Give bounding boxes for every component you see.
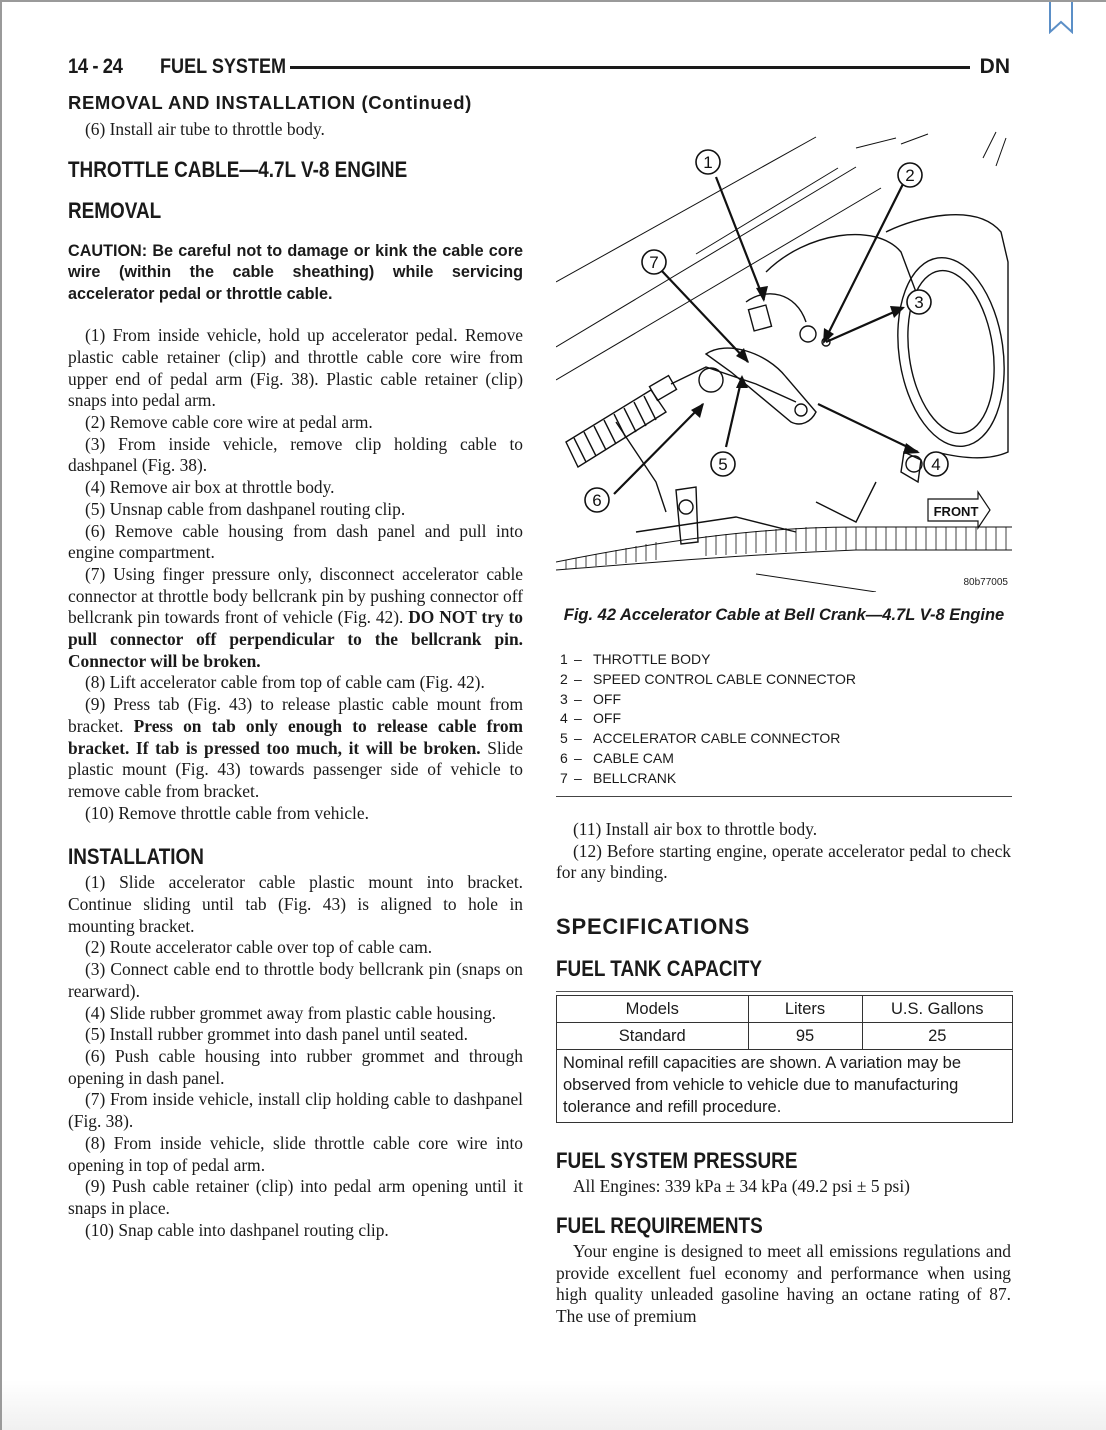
bookmark-icon[interactable]: [1048, 2, 1074, 34]
installation-step: (7) From inside vehicle, install clip holding cable to dashpanel (Fig. 38).: [68, 1089, 523, 1132]
installation-step: (6) Push cable housing into rubber grommet and through opening in dash panel.: [68, 1046, 523, 1088]
table-cell: Standard: [557, 1023, 749, 1050]
table-header-row: [557, 996, 1013, 1023]
installation-step: (5) Install rubber grommet into dash panel until seated.: [85, 1024, 468, 1045]
step-text: (7) Using finger pressure only, disconnect accelerator cable connector at throttle body bellcrank pin by pushing connector off bellcrank pin towards front of vehicle (Fig. 42).: [68, 563, 523, 628]
specifications-heading: SPECIFICATIONS: [556, 914, 751, 940]
removal-heading: REMOVAL: [68, 197, 162, 223]
viewer-left-border: [0, 0, 2, 1430]
legend-item: 1 – THROTTLE BODY: [560, 651, 711, 667]
fuel-requirements-text: Your engine is designed to meet all emissions regulations and provide excellent fuel economy and performance when using high quality unleaded gasoline having an octane rating of 87. The use of premium: [556, 1240, 1011, 1326]
callout-label: 2: [905, 166, 915, 185]
throttle-body-illustration: [556, 122, 1012, 592]
removal-step: (10) Remove throttle cable from vehicle.: [85, 802, 369, 823]
column-header: U.S. Gallons: [862, 996, 1012, 1023]
column-header: Liters: [748, 996, 862, 1023]
legend-item: 7 – BELLCRANK: [560, 769, 677, 786]
arrowheads: [691, 286, 920, 454]
figure-caption: Fig. 42 Accelerator Cable at Bell Crank—4.7L V-8 Engine: [563, 606, 1005, 624]
installation-step: (3) Connect cable end to throttle body bellcrank pin (snaps on rearward).: [68, 959, 523, 1001]
background-lines: [556, 132, 1006, 380]
front-label: FRONT: [933, 504, 979, 519]
throttle-cable-title: THROTTLE CABLE—4.7L V-8 ENGINE: [68, 156, 408, 182]
column-header: Models: [557, 996, 749, 1023]
left-column: [68, 90, 523, 1241]
model-code: DN: [979, 55, 1010, 78]
legend-item: 3 – OFF: [560, 690, 621, 707]
fuel-system-pressure-heading: FUEL SYSTEM PRESSURE: [556, 1148, 798, 1174]
installation-step: (10) Snap cable into dashpanel routing clip.: [85, 1219, 389, 1240]
installation-steps: [68, 872, 523, 1241]
installation-step: (4) Slide rubber grommet away from plastic cable housing.: [85, 1002, 496, 1023]
caution-note: CAUTION: Be careful not to damage or kink the cable core wire (within the cable sheathing) while servicing accelerator pedal or throttle cable.: [68, 241, 523, 303]
legend-item: 6 – CABLE CAM: [560, 749, 674, 766]
table-note: Nominal refill capacities are shown. A variation may be observed from vehicle to vehicle due to manufacturing tolerance and refill procedure.: [557, 1050, 1013, 1123]
removal-step: (1) From inside vehicle, hold up accelerator pedal. Remove plastic cable retainer (clip) and throttle cable core wire from upper end of pedal arm (Fig. 38). Plastic cable retainer (clip) snaps into pedal arm.: [68, 325, 523, 411]
fuel-requirements-heading: FUEL REQUIREMENTS: [556, 1212, 763, 1238]
callout-3: [907, 290, 931, 314]
installation-step: (2) Route accelerator cable over top of cable cam.: [85, 937, 433, 958]
previous-step: (6) Install air tube to throttle body.: [85, 119, 325, 139]
page-number: 14 - 24: [68, 55, 123, 78]
table-top-rule: [556, 991, 1013, 992]
installation-step: (1) Slide accelerator cable plastic mount into bracket. Continue sliding until tab (Fig. 43) is aligned to hole in mounting bracket.: [68, 872, 523, 936]
legend-item: 4 – OFF: [560, 710, 621, 727]
removal-step: (8) Lift accelerator cable from top of cable cam (Fig. 42).: [85, 672, 485, 693]
removal-step: [68, 564, 523, 673]
callout-label: 1: [703, 153, 713, 172]
legend-item: 2 – SPEED CONTROL CABLE CONNECTOR: [560, 670, 856, 687]
callout-7: [642, 250, 666, 274]
callout-label: 6: [592, 491, 602, 510]
step-text: Slide plastic mount (Fig. 43) towards passenger side of vehicle to remove cable from bracket.: [68, 737, 523, 801]
removal-steps: [68, 325, 523, 824]
legend-item: 5 – ACCELERATOR CABLE CONNECTOR: [560, 730, 841, 747]
continued-heading: REMOVAL AND INSTALLATION (Continued): [68, 92, 472, 113]
removal-step: (2) Remove cable core wire at pedal arm.: [85, 412, 373, 433]
front-direction-arrow: [928, 492, 990, 528]
removal-step: (5) Unsnap cable from dashpanel routing clip.: [85, 498, 406, 519]
viewer-top-border: [0, 0, 1106, 2]
callout-4: [924, 452, 948, 476]
installation-step: (11) Install air box to throttle body.: [573, 819, 818, 839]
removal-step: (6) Remove cable housing from dash panel and pull into engine compartment.: [68, 520, 523, 563]
header-rule: [290, 66, 970, 69]
table-row: [557, 1023, 1013, 1050]
wiring-harness: [556, 527, 1012, 592]
installation-step: (9) Push cable retainer (clip) into pedal arm opening until it snaps in place.: [68, 1176, 523, 1218]
callout-label: 4: [931, 455, 941, 474]
table-cell: 95: [748, 1023, 862, 1050]
callout-1: [696, 150, 720, 174]
fuel-pressure-spec: All Engines: 339 kPa ± 34 kPa (49.2 psi ± 5 psi): [573, 1176, 910, 1197]
callout-2: [898, 163, 922, 187]
legend-divider: [556, 796, 1012, 797]
installation-step: (12) Before starting engine, operate accelerator pedal to check for any binding.: [556, 840, 1011, 883]
figure-legend: [560, 650, 1012, 789]
step-warning: Press on tab only enough to release cable from bracket. If tab is pressed too much, it will be broken.: [68, 715, 523, 758]
callout-label: 3: [914, 293, 924, 312]
figure-id: 80b77005: [963, 577, 1008, 588]
fuel-tank-capacity-table: [556, 995, 1013, 1123]
installation-heading: INSTALLATION: [68, 844, 204, 870]
removal-step: (3) From inside vehicle, remove clip holding cable to dashpanel (Fig. 38).: [68, 433, 523, 476]
table-note-row: [557, 1050, 1013, 1123]
removal-step: (4) Remove air box at throttle body.: [85, 477, 335, 498]
section-title: FUEL SYSTEM: [160, 55, 287, 78]
step-text: (9) Press tab (Fig. 43) to release plastic cable mount from bracket.: [68, 694, 523, 736]
callout-label: 7: [649, 253, 659, 272]
removal-step: [68, 694, 523, 803]
callout-6: [585, 488, 609, 512]
cable-boot: [566, 367, 796, 467]
callout-label: 5: [718, 455, 728, 474]
fuel-tank-capacity-heading: FUEL TANK CAPACITY: [556, 956, 763, 982]
throttle-body-housing: [616, 215, 1012, 544]
right-column: [556, 819, 1011, 1328]
step-warning: DO NOT try to pull connector off perpendicular to the bellcrank pin. Connector will be broken.: [68, 607, 523, 671]
installation-step: (8) From inside vehicle, slide throttle cable core wire into opening in top of pedal arm.: [68, 1132, 523, 1175]
page-header: [68, 52, 1010, 82]
callout-5: [711, 452, 735, 476]
table-cell: 25: [862, 1023, 1012, 1050]
